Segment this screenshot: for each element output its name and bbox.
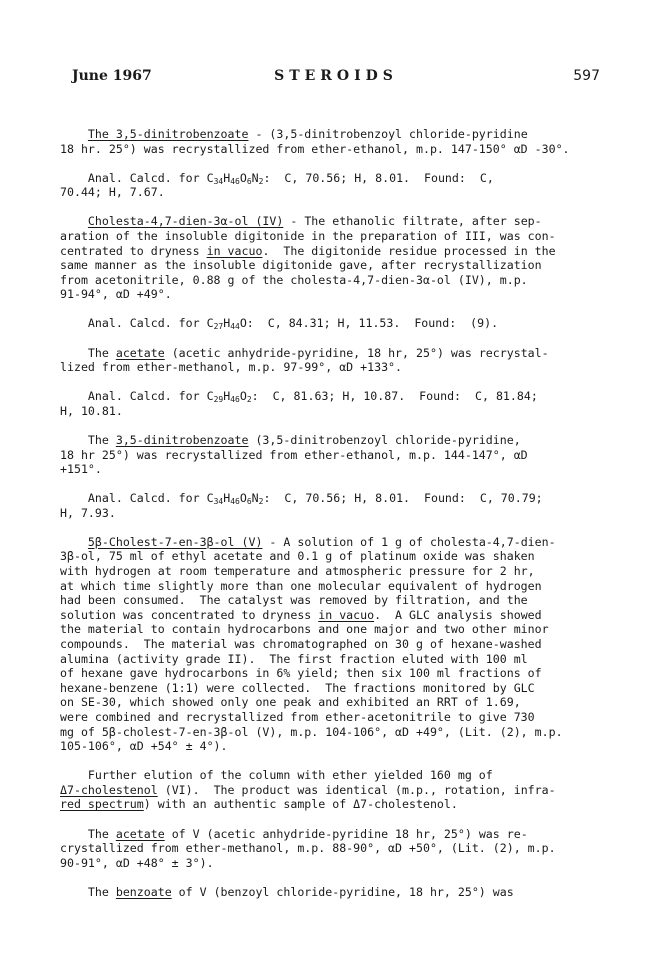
- text-line: [60, 695, 620, 710]
- text-run: +151°.: [60, 462, 102, 477]
- text-line: [60, 185, 620, 200]
- text-line: [60, 273, 620, 288]
- text-line: [60, 593, 620, 608]
- underlined-term: Cholesta-4,7-dien-3α-ol (IV): [87, 214, 284, 229]
- text-line: [60, 214, 620, 229]
- text-run: H: [223, 491, 231, 506]
- text-run: [60, 214, 88, 228]
- text-run: compounds. The material was chromatographed on 30 g of hexane-washed: [60, 637, 542, 652]
- underlined-term: 3,5-dinitrobenzoate: [115, 432, 249, 447]
- text-run: Anal. Calcd. for C: [60, 491, 214, 506]
- text-run: The: [60, 345, 116, 360]
- text-run: H: [223, 170, 231, 185]
- text-line: [60, 725, 620, 740]
- text-run: solution was concentrated to dryness: [60, 607, 319, 622]
- text-run: 3β-ol, 75 ml of ethyl acetate and 0.1 g of platinum oxide was shaken: [60, 549, 535, 564]
- text-line: [60, 258, 620, 273]
- text-run: Anal. Calcd. for C: [60, 170, 214, 185]
- text-run: 18 hr. 25°) was recrystallized from ether-ethanol, m.p. 147-150° αD -30°.: [60, 141, 570, 156]
- formula-subscript: 2: [246, 395, 252, 405]
- text-line: [60, 710, 620, 725]
- text-run: the material to contain hydrocarbons and one major and two other minor: [60, 622, 549, 637]
- text-line: [60, 652, 620, 667]
- text-line: [60, 433, 620, 448]
- formula-subscript: 6: [246, 497, 252, 507]
- text-line: [60, 797, 620, 812]
- text-run: The: [60, 884, 116, 899]
- text-line: [60, 127, 620, 142]
- text-run: O: [239, 170, 247, 185]
- text-run: aration of the insoluble digitonide in the preparation of III, was con-: [60, 228, 556, 243]
- text-run: . The digitonide residue processed in the: [262, 243, 556, 258]
- text-run: : C, 81.63; H, 10.87. Found: C, 81.84;: [251, 389, 538, 404]
- text-line: [60, 535, 620, 550]
- text-line: [60, 360, 620, 375]
- text-line: [60, 142, 620, 157]
- text-line: [60, 608, 620, 623]
- paragraph: [60, 827, 620, 871]
- text-run: same manner as the insoluble digitonide gave, after recrystallization: [60, 258, 542, 273]
- text-line: [60, 244, 620, 259]
- text-line: [60, 622, 620, 637]
- text-run: H: [223, 316, 231, 331]
- formula-subscript: 2: [258, 497, 264, 507]
- paragraph: [60, 214, 620, 302]
- paragraph: [60, 127, 620, 156]
- text-run: Further elution of the column with ether yielded 160 mg of: [60, 768, 493, 783]
- text-line: [60, 549, 620, 564]
- paragraph: [60, 171, 620, 200]
- text-run: O: C, 84.31; H, 11.53. Found: (9).: [239, 316, 499, 331]
- paragraph: [60, 491, 620, 520]
- text-run: 91-94°, αD +49°.: [60, 287, 172, 302]
- text-line: [60, 885, 620, 900]
- paragraph: [60, 346, 620, 375]
- text-line: [60, 316, 620, 331]
- underlined-term: in vacuo: [206, 243, 263, 258]
- text-line: [60, 739, 620, 754]
- paragraph: [60, 316, 620, 331]
- header-page-number: 597: [573, 68, 600, 84]
- underlined-term: benzoate: [115, 884, 172, 899]
- formula-subscript: 34: [213, 497, 224, 507]
- text-line: [60, 491, 620, 506]
- text-run: 70.44; H, 7.67.: [60, 185, 165, 200]
- text-line: [60, 579, 620, 594]
- text-run: The: [60, 432, 116, 447]
- text-run: H, 7.93.: [60, 505, 116, 520]
- text-line: [60, 171, 620, 186]
- formula-subscript: 2: [258, 176, 264, 186]
- text-run: 105-106°, αD +54° ± 4°).: [60, 739, 228, 754]
- text-run: alumina (activity grade II). The first fraction eluted with 100 ml: [60, 651, 528, 666]
- text-run: [60, 127, 88, 141]
- text-run: 90-91°, αD +48° ± 3°).: [60, 855, 214, 870]
- text-line: [60, 666, 620, 681]
- text-run: with hydrogen at room temperature and atmospheric pressure for 2 hr,: [60, 564, 535, 579]
- text-run: Anal. Calcd. for C: [60, 389, 214, 404]
- formula-subscript: 44: [230, 322, 240, 332]
- underlined-term: acetate: [115, 345, 165, 360]
- text-run: of V (benzoyl chloride-pyridine, 18 hr, 25°) was: [171, 884, 514, 899]
- formula-subscript: 34: [213, 176, 224, 186]
- formula-subscript: 27: [213, 322, 224, 332]
- text-run: 18 hr 25°) was recrystallized from ether-ethanol, m.p. 144-147°, αD: [60, 447, 528, 462]
- text-line: [60, 389, 620, 404]
- text-run: : C, 70.56; H, 8.01. Found: C,: [263, 170, 494, 185]
- text-run: were combined and recrystallized from ether-acetonitrile to give 730: [60, 710, 535, 724]
- text-run: O: [239, 491, 247, 506]
- header-journal-title: STEROIDS: [274, 68, 398, 84]
- text-line: [60, 506, 620, 521]
- text-line: [60, 841, 620, 856]
- text-line: [60, 856, 620, 871]
- formula-subscript: 46: [230, 497, 240, 507]
- text-run: - A solution of 1 g of cholesta-4,7-dien-: [262, 534, 556, 549]
- text-run: - The ethanolic filtrate, after sep-: [283, 214, 542, 229]
- text-run: : C, 70.56; H, 8.01. Found: C, 70.79;: [263, 491, 543, 506]
- text-run: from acetonitrile, 0.88 g of the cholesta-4,7-dien-3α-ol (IV), m.p.: [60, 272, 528, 287]
- underlined-term: Δ7-cholestenol: [60, 782, 158, 797]
- text-run: H, 10.81.: [60, 403, 123, 418]
- text-run: of V (acetic anhydride-pyridine 18 hr, 25°) was re-: [164, 826, 528, 841]
- text-run: (acetic anhydride-pyridine, 18 hr, 25°) was recrystal-: [164, 345, 549, 360]
- paragraph: [60, 885, 620, 900]
- text-run: H: [223, 389, 231, 404]
- text-line: [60, 768, 620, 783]
- text-run: crystallized from ether-methanol, m.p. 88-90°, αD +50°, (Lit. (2), m.p.: [60, 841, 556, 856]
- formula-subscript: 46: [230, 176, 240, 186]
- text-run: hexane-benzene (1:1) were collected. The fractions monitored by GLC: [60, 680, 535, 695]
- underlined-term: acetate: [115, 826, 165, 841]
- underlined-term: The 3,5-dinitrobenzoate: [87, 127, 249, 141]
- text-run: centrated to dryness: [60, 243, 207, 258]
- text-run: N: [251, 491, 259, 506]
- text-run: - (3,5-dinitrobenzoyl chloride-pyridine: [248, 127, 528, 141]
- text-line: [60, 287, 620, 302]
- text-run: had been consumed. The catalyst was removed by filtration, and the: [60, 593, 528, 608]
- text-line: [60, 448, 620, 463]
- text-run: ) with an authentic sample of Δ7-cholestenol.: [143, 797, 458, 812]
- text-line: [60, 827, 620, 842]
- text-run: N: [251, 170, 259, 185]
- text-run: lized from ether-methanol, m.p. 97-99°, αD +133°.: [60, 360, 403, 375]
- paragraph: [60, 433, 620, 477]
- text-run: on SE-30, which showed only one peak and exhibited an RRT of 1.69,: [60, 695, 521, 710]
- text-run: . A GLC analysis showed: [374, 607, 542, 622]
- formula-subscript: 46: [230, 395, 240, 405]
- text-line: [60, 783, 620, 798]
- text-run: (VI). The product was identical (m.p., rotation, infra-: [157, 782, 556, 797]
- paragraph: [60, 768, 620, 812]
- underlined-term: in vacuo: [318, 607, 375, 622]
- text-line: [60, 681, 620, 696]
- paragraph: [60, 535, 620, 754]
- text-line: [60, 404, 620, 419]
- text-line: [60, 462, 620, 477]
- text-run: Anal. Calcd. for C: [60, 316, 214, 331]
- paragraph: [60, 389, 620, 418]
- text-run: [60, 535, 88, 549]
- experimental-text: [60, 127, 620, 914]
- underlined-term: red spectrum: [60, 797, 144, 812]
- text-line: [60, 346, 620, 361]
- running-header: [72, 68, 600, 90]
- text-run: O: [239, 389, 247, 404]
- formula-subscript: 6: [246, 176, 252, 186]
- text-run: at which time slightly more than one molecular equivalent of hydrogen: [60, 578, 542, 593]
- text-line: [60, 637, 620, 652]
- header-date: June 1967: [72, 68, 152, 84]
- underlined-term: 5β-Cholest-7-en-3β-ol (V): [87, 534, 263, 549]
- text-line: [60, 564, 620, 579]
- formula-subscript: 29: [213, 395, 224, 405]
- text-run: The: [60, 826, 116, 841]
- text-run: of hexane gave hydrocarbons in 6% yield; then six 100 ml fractions of: [60, 666, 542, 681]
- text-run: mg of 5β-cholest-7-en-3β-ol (V), m.p. 104-106°, αD +49°, (Lit. (2), m.p.: [60, 724, 563, 739]
- text-run: (3,5-dinitrobenzoyl chloride-pyridine,: [248, 432, 521, 447]
- text-line: [60, 229, 620, 244]
